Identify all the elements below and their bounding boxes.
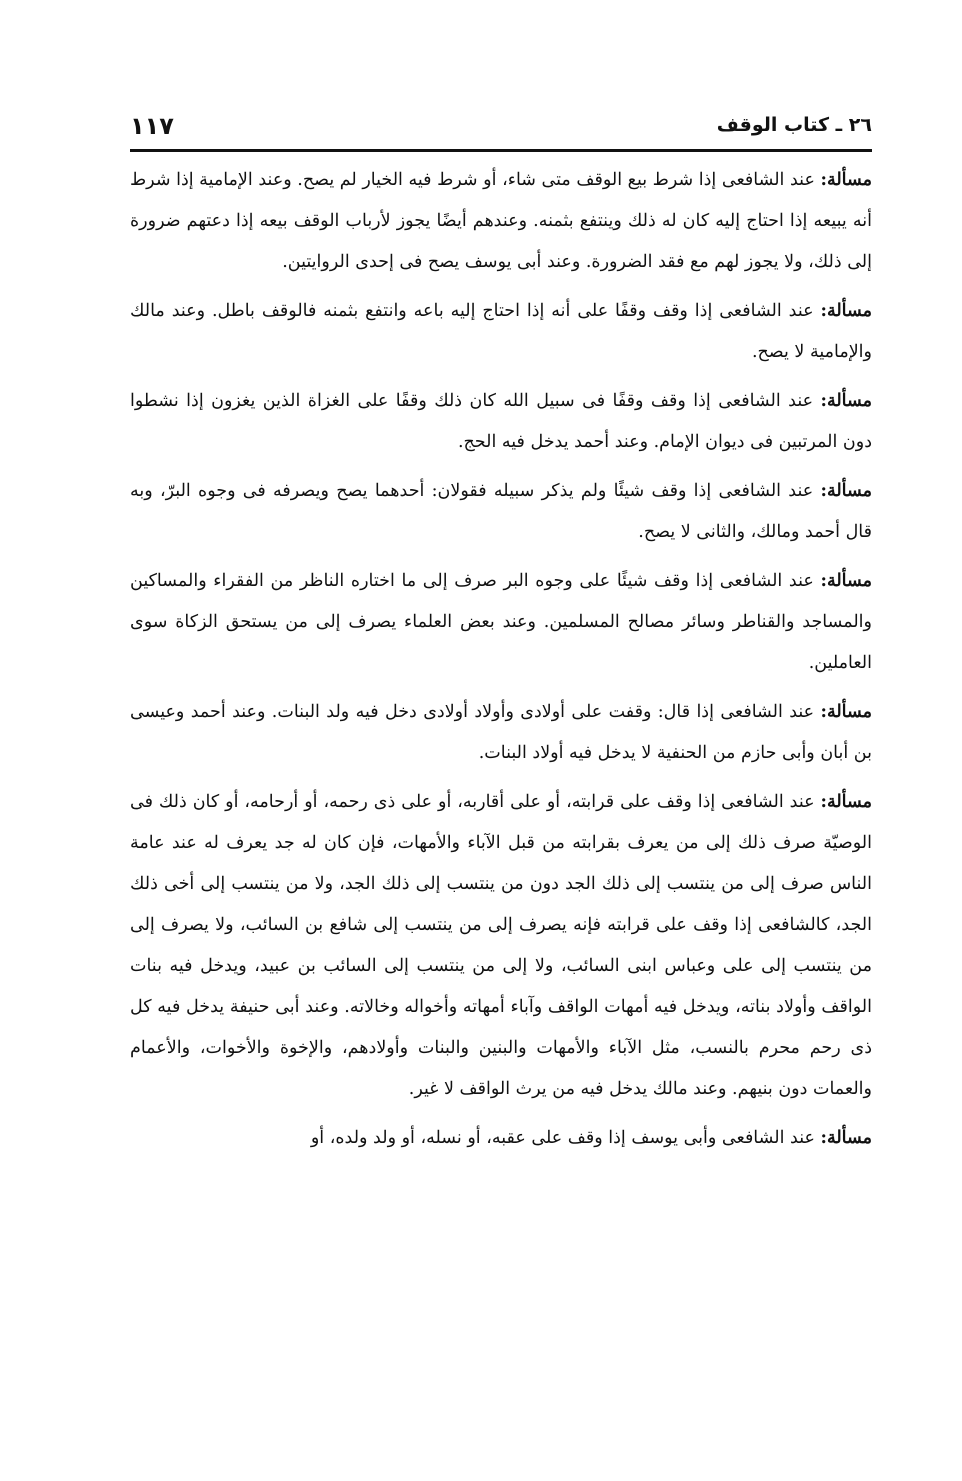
entry-paragraph [130,1118,872,1159]
entry-term: مسألة: [820,571,872,591]
entry-paragraph [130,291,872,373]
entry-term: مسألة: [820,391,872,411]
entry-term: مسألة: [820,1128,872,1148]
entry-text: عند الشافعى إذا وقف على قرابته، أو على أقاربه، أو على ذى رحمه، أو أرحامه، أو كان ذلك فى الوصيّة صرف ذلك إلى من يعرف بقرابته من قبل الآباء والأمهات، فإن كان له جد يعرف له عند عامة الناس صرف إلى من ينتسب إلى ذلك الجد دون من ينتسب إلى ذلك الجد، ولا من ينتسب إلى أخى ذلك الجد، كالشافعى إذا وقف على قرابته فإنه يصرف إلى من ينتسب إلى شافع بن السائب، ولا يصرف إلى من ينتسب إلى على وعباس ابنى السائب، ولا إلى من ينتسب إلى السائب بن عبيد، ويدخل فيه بنات الواقف وأولاد بناته، ويدخل فيه أمهات الواقف وآباء أمهاته وأخواله وخالاته. وعند أبى حنيفة يدخل فيه كل ذى رحم محرم بالنسب، مثل الآباء والأمهات والبنين والبنات وأولادهم، والإخوة والأخوات، والأعمام والعمات دون بنيهم. وعند مالك يدخل فيه من يرث الواقف لا غير. [130,792,872,1099]
entry-text: عند الشافعى إذا قال: وقفت على أولادى وأولاد أولادى دخل فيه ولد البنات. وعند أحمد وعيسى بن أبان وأبى حازم من الحنفية لا يدخل فيه أولاد البنات. [130,702,872,763]
entry-term: مسألة: [820,702,872,722]
page-number: ١١٧ [130,112,174,140]
entry-paragraph [130,561,872,684]
entry-text: عند الشافعى إذا وقف وقفًا فى سبيل الله كان ذلك وقفًا على الغزاة الذين يغزون إذا نشطوا دون المرتبين فى ديوان الإمام. وعند أحمد يدخل فيه الحج. [130,391,872,452]
entry-term: مسألة: [820,301,872,321]
text-body [130,160,872,1167]
entry-paragraph [130,381,872,463]
entry-paragraph [130,471,872,553]
running-header [130,112,872,150]
entry-text: عند الشافعى إذا وقف شيئًا ولم يذكر سبيله فقولان: أحدهما يصح ويصرفه فى وجوه البرّ، وبه قال أحمد ومالك، والثانى لا يصح. [130,481,872,542]
entry-text: عند الشافعى وأبى يوسف إذا وقف على عقبه، أو نسله، أو ولد ولده، أو [310,1128,815,1148]
entry-term: مسألة: [820,170,872,190]
entry-text: عند الشافعى إذا شرط بيع الوقف متى شاء، أو شرط فيه الخيار لم يصح. وعند الإمامية إذا شرط أنه يبيعه إذا احتاج إليه كان له ذلك وينتفع بثمنه. وعندهم أيضًا يجوز لأرباب الوقف بيعه إذا دعتهم ضرورة إلى ذلك، ولا يجوز لهم مع فقد الضرورة. وعند أبى يوسف يصح فى إحدى الروايتين. [130,170,872,272]
chapter-title: ٢٦ ـ كتاب الوقف [716,114,872,136]
entry-text: عند الشافعى إذا وقف وقفًا على أنه إذا احتاج إليه باعه وانتفع بثمنه فالوقف باطل. وعند مالك والإمامية لا يصح. [130,301,872,362]
entry-term: مسألة: [820,792,872,812]
entry-term: مسألة: [820,481,872,501]
entry-paragraph [130,160,872,283]
entry-paragraph [130,782,872,1110]
header-divider [130,149,872,152]
entry-paragraph [130,692,872,774]
entry-text: عند الشافعى إذا وقف شيئًا على وجوه البر صرف إلى ما اختاره الناظر من الفقراء والمساكين والمساجد والقناطر وسائر مصالح المسلمين. وعند بعض العلماء يصرف إلى من يستحق الزكاة سوى العاملين. [130,571,872,673]
